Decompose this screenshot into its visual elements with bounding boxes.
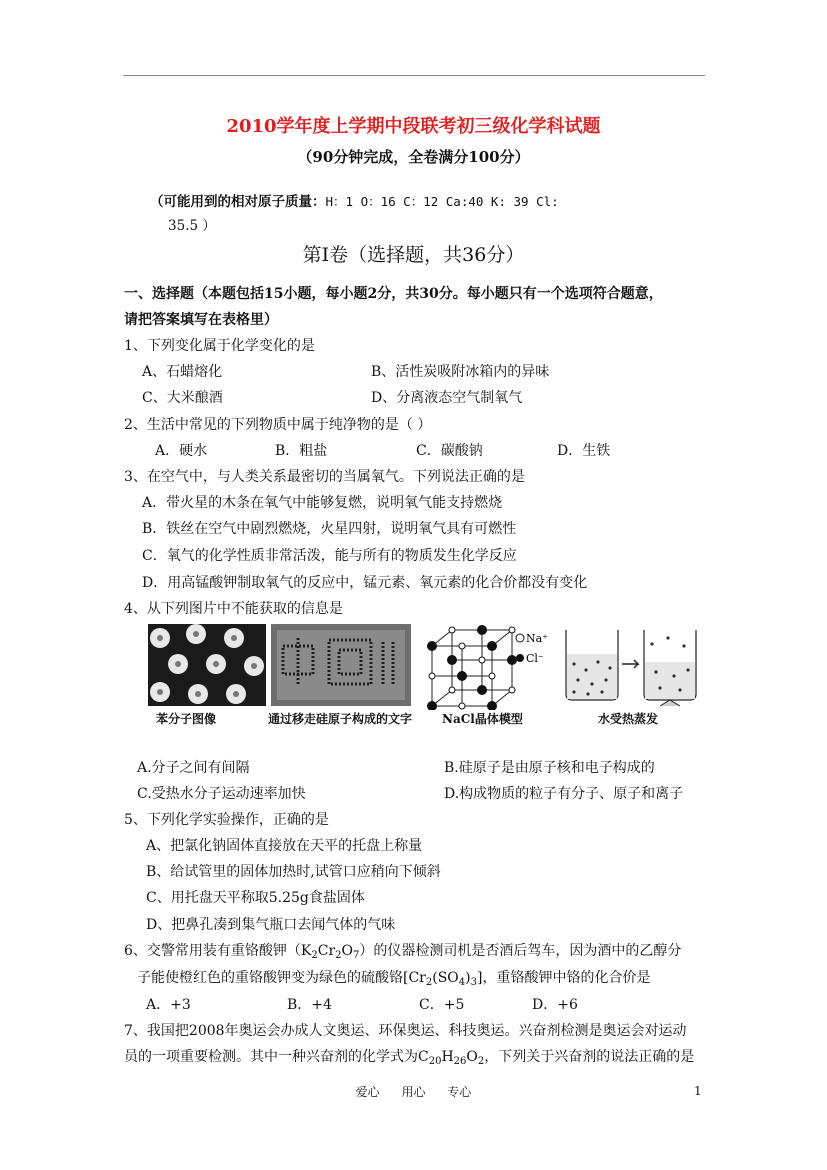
question-1-option-d: D、分离液态空气制氧气 <box>371 390 523 406</box>
question-6-option-c: C．+5 <box>419 997 465 1013</box>
question-6-option-b: B．+4 <box>287 997 332 1013</box>
caption-silicon: 通过移走硅原子构成的文字 <box>268 712 413 726</box>
atomic-mass-line <box>150 190 559 210</box>
question-4-option-b: B.硅原子是由原子核和电子构成的 <box>444 760 655 776</box>
question-2-option-d: D．生铁 <box>557 443 611 459</box>
caption-nacl: NaCl晶体模型 <box>442 712 523 726</box>
atomic-mass-label: （可能用到的相对原子质量： <box>150 194 326 210</box>
page-number: 1 <box>694 1084 702 1098</box>
question-3-option-d: D．用高锰酸钾制取氧气的反应中，锰元素、氧元素的化合价都没有变化 <box>142 575 588 591</box>
header-rule <box>123 75 705 76</box>
question-1-option-a: A、石蜡熔化 <box>142 364 223 380</box>
question-4-option-d: D.构成物质的粒子有分子、原子和离子 <box>444 786 684 802</box>
water-heating-beakers <box>560 624 704 710</box>
question-3-stem: 3、在空气中，与人类关系最密切的当属氧气。下列说法正确的是 <box>124 469 525 485</box>
benzene-molecule-image <box>148 624 266 706</box>
question-1-option-c: C、大米酿酒 <box>142 390 223 406</box>
question-6-option-d: D．+6 <box>532 997 578 1013</box>
atomic-mass-values: H：1 O：16 C：12 Ca:40 K: 39 Cl: <box>325 194 559 209</box>
caption-benzene: 苯分子图像 <box>156 712 217 726</box>
nacl-crystal-model <box>420 624 554 710</box>
question-7-stem-line2: 员的一项重要检测。其中一种兴奋剂的化学式为$C_{20}H_{26}O_2$，下列关于兴奋剂的说法正确的是 <box>124 1049 695 1067</box>
question-2-option-c: C．碳酸钠 <box>416 443 483 459</box>
question-5-option-c: C、用托盘天平称取5.25g食盐固体 <box>146 890 365 906</box>
question-5-stem: 5、下列化学实验操作，正确的是 <box>124 812 329 828</box>
question-2-stem: 2、生活中常见的下列物质中属于纯净物的是（ ） <box>124 417 432 433</box>
question-4-stem: 4、从下列图片中不能获取的信息是 <box>124 601 343 617</box>
question-2-option-a: A．硬水 <box>155 443 208 459</box>
question-2-option-b: B．粗盐 <box>275 443 328 459</box>
question-3-option-b: B．铁丝在空气中剧烈燃烧，火星四射，说明氧气具有可燃性 <box>142 521 517 537</box>
question-6-stem-line1: 6、交警常用装有重铬酸钾$(K_2Cr_2O_7)$的仪器检测司机是否酒后驾车，因为酒中的乙醇分 <box>124 943 682 961</box>
exam-title: 2010学年度上学期中段联考初三级化学科试题 <box>226 116 601 137</box>
question-1-stem: 1、下列变化属于化学变化的是 <box>124 338 315 354</box>
section-heading-line2: 请把答案填写在表格里） <box>124 312 278 328</box>
question-3-option-a: A．带火星的木条在氧气中能够复燃，说明氧气能支持燃烧 <box>142 495 503 511</box>
page-footer: 爱心 用心 专心 <box>355 1085 472 1099</box>
question-4-option-c: C.受热水分子运动速率加快 <box>137 786 306 802</box>
exam-subtitle: （90分钟完成，全卷满分100分） <box>297 148 530 166</box>
question-6-option-a: A．+3 <box>146 997 191 1013</box>
question-4-figures <box>148 624 704 724</box>
atomic-mass-cont: 35.5 ） <box>168 218 216 234</box>
cl-ion-label: Cl⁻ <box>526 652 544 665</box>
question-7-stem-line1: 7、我国把2008年奥运会办成人文奥运、环保奥运、科技奥运。兴奋剂检测是奥运会对运动 <box>124 1023 687 1039</box>
question-6-stem-line2: 子能使橙红色的重铬酸钾变为绿色的硫酸铬$[Cr_2(SO_4)_3]$，重铬酸钾中铬的化合价是 <box>137 970 651 988</box>
question-4-option-a: A.分子之间有间隔 <box>137 760 250 776</box>
part-title: 第Ⅰ卷（选择题，共36分） <box>302 244 525 266</box>
question-5-option-d: D、把鼻孔凑到集气瓶口去闻气体的气味 <box>146 917 396 933</box>
question-5-option-b: B、给试管里的固体加热时,试管口应稍向下倾斜 <box>146 864 441 880</box>
caption-water: 水受热蒸发 <box>598 712 659 726</box>
question-3-option-c: C．氧气的化学性质非常活泼，能与所有的物质发生化学反应 <box>142 548 517 564</box>
question-1-option-b: B、活性炭吸附冰箱内的异味 <box>371 364 550 380</box>
silicon-atoms-text-image <box>271 624 411 706</box>
section-heading-line1: 一、选择题（本题包括15小题，每小题2分，共30分。每小题只有一个选项符合题意， <box>124 286 663 302</box>
question-5-option-a: A、把氯化钠固体直接放在天平的托盘上称量 <box>146 838 423 854</box>
na-ion-label: Na⁺ <box>526 632 548 645</box>
